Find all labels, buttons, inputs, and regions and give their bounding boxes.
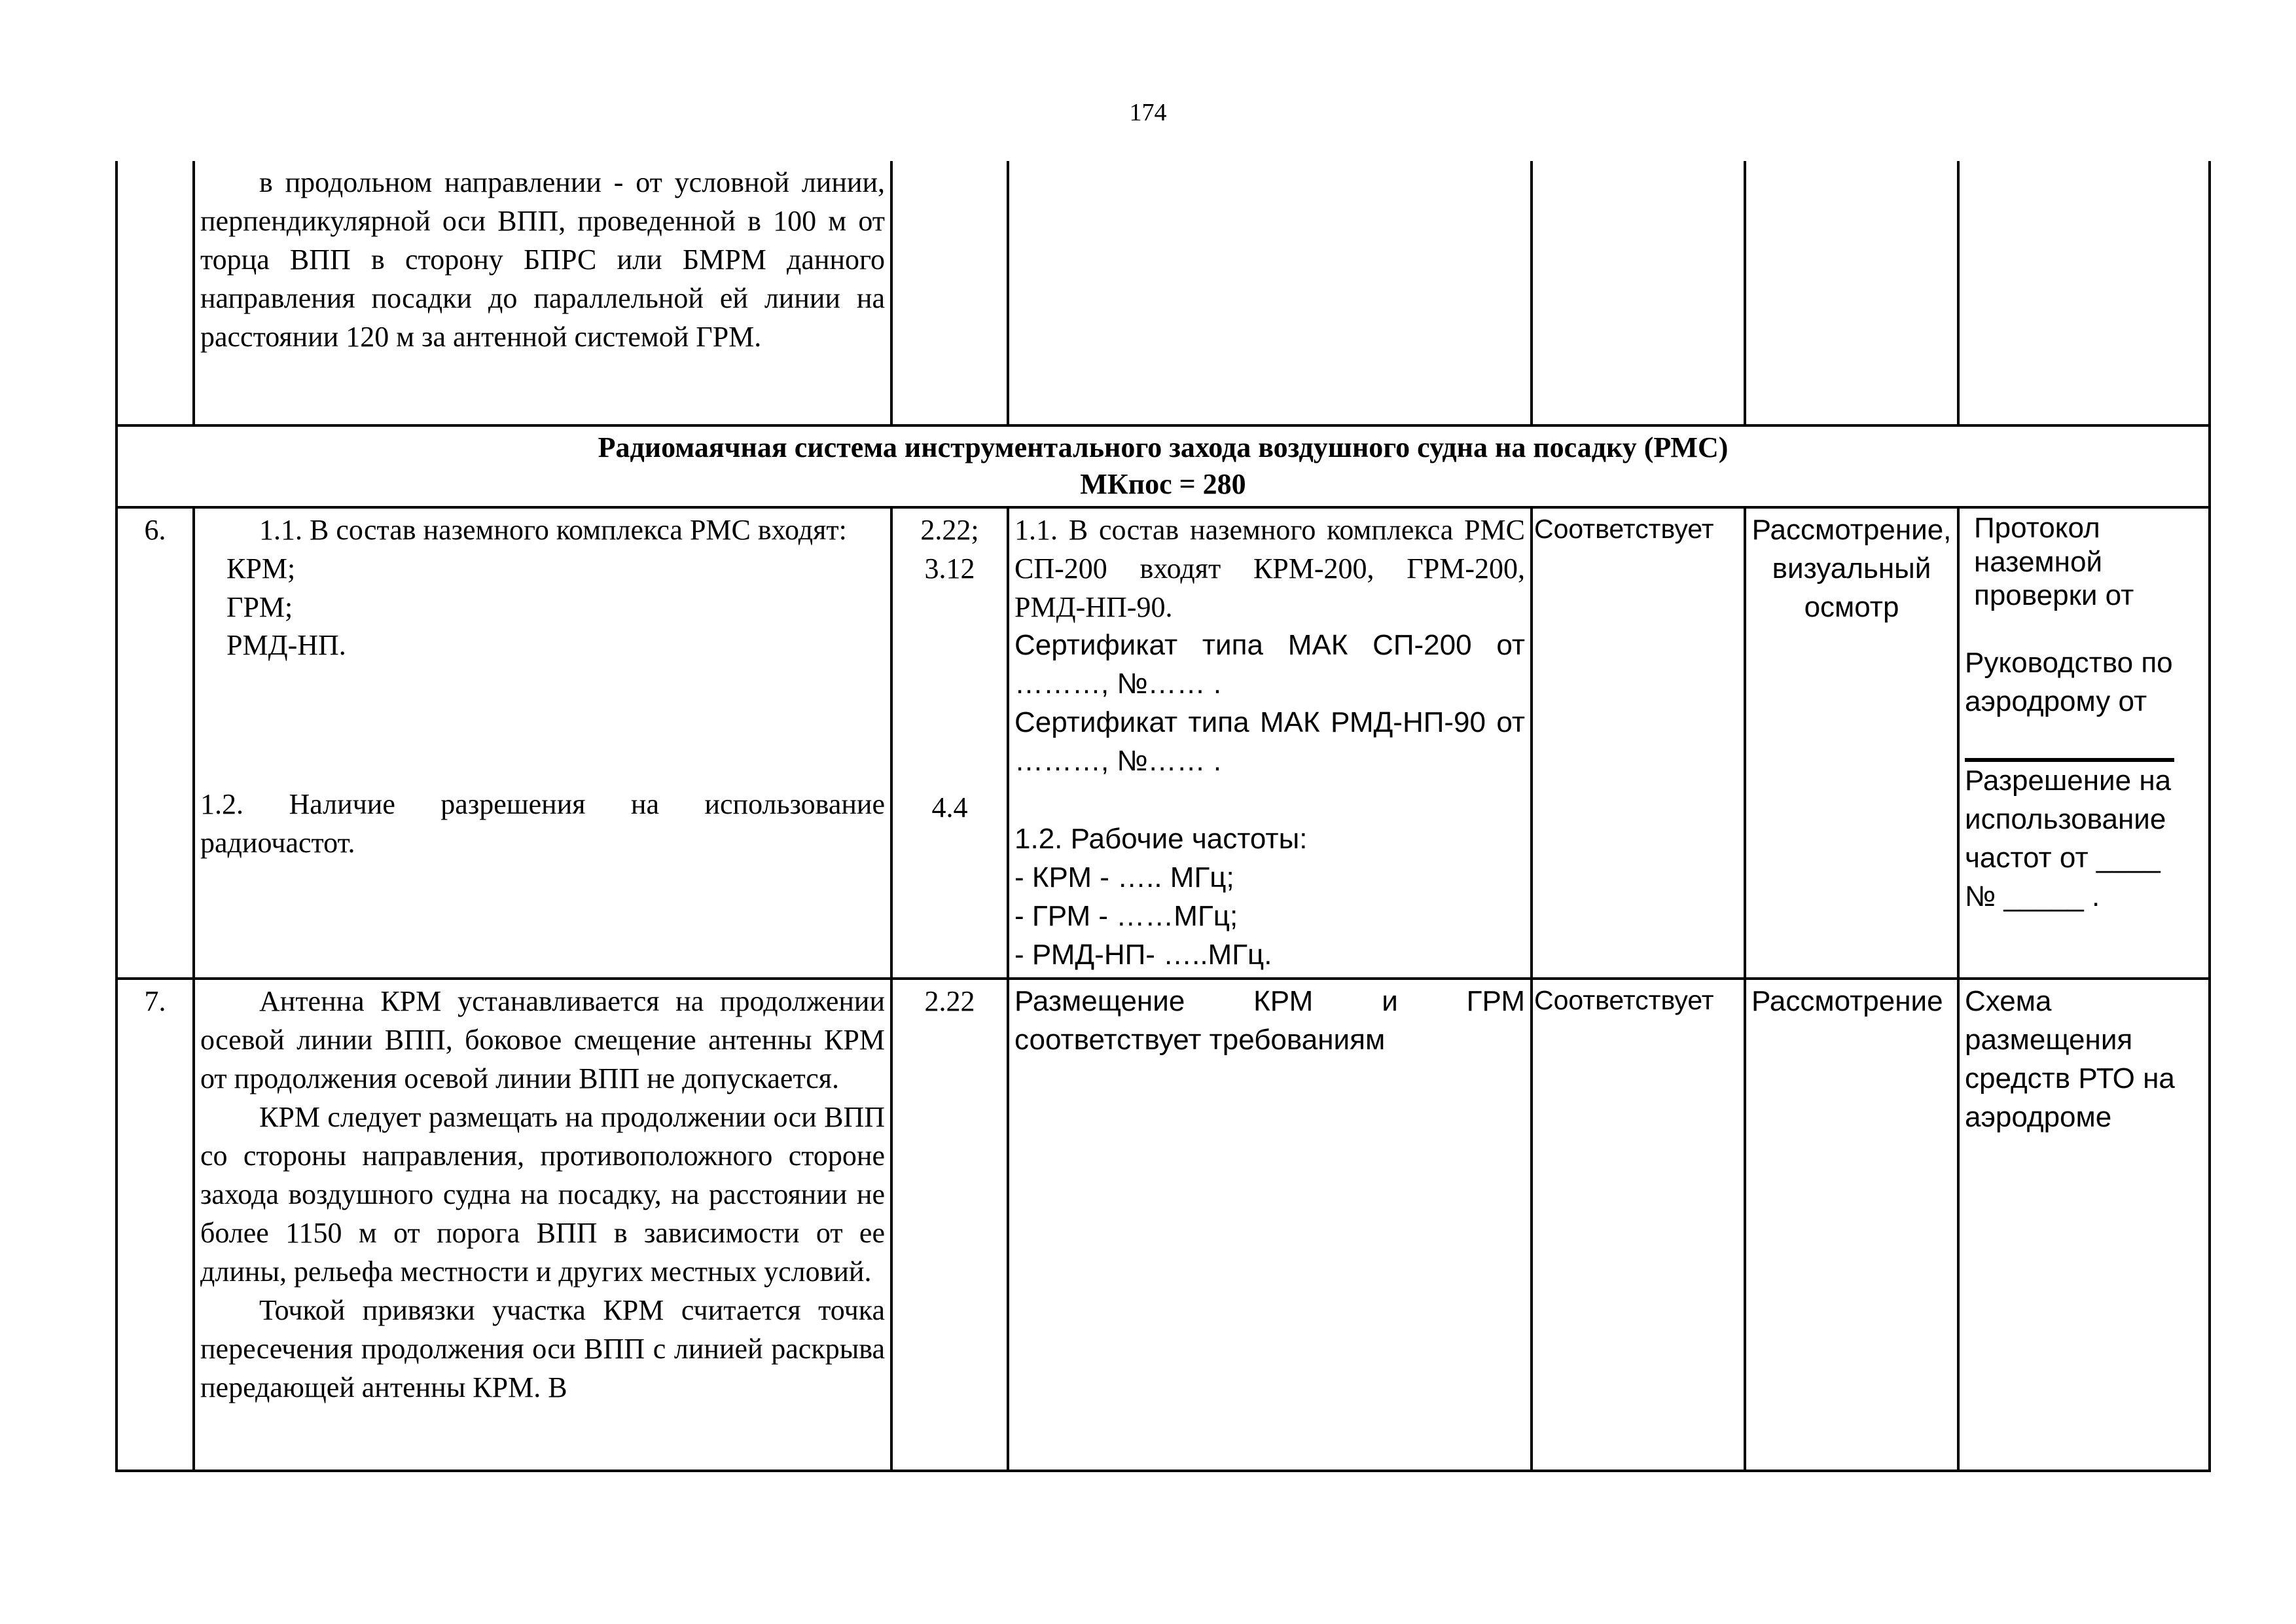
method-text: Рассмотрение, визуальный осмотр [1751, 513, 1952, 623]
doc-manual: Руководство по аэродрому от [1965, 647, 2173, 718]
fact-1: 1.1. В состав наземного комплекса РМС СП-200 входят КРМ-200, ГРМ-200, РМД-НП-90. [1014, 513, 1525, 623]
fact-2-line: - РМД-НП- …..МГц. [1014, 939, 1272, 971]
cell-doc [1958, 979, 2210, 1471]
fact-cert-2: Сертификат типа МАК РМД-НП-90 от ………, №…… . [1014, 706, 1525, 778]
doc-protocol: Протокол наземной проверки от [1974, 511, 2134, 612]
doc-manual-blank [1965, 721, 2203, 760]
conformity-text: Соответствует [1534, 985, 1714, 1016]
requirement-1-item: ГРМ; [226, 590, 293, 623]
cell-doc [1958, 507, 2210, 979]
fact-text: Размещение КРМ и ГРМ соответствует требованиям [1014, 985, 1525, 1056]
section-title: Радиомаячная система инструментального захода воздушного судна на посадку (РМС) [598, 431, 1729, 463]
fact-2-line: - ГРМ - ……МГц; [1014, 900, 1238, 933]
table-row-6 [117, 507, 2210, 979]
conformity-text: Соответствует [1534, 513, 1714, 544]
requirement-1-item: РМД-НП. [226, 629, 346, 662]
cell-fact [1008, 161, 1532, 425]
fact-cert-1: Сертификат типа МАК СП-200 от ………, №…… . [1014, 629, 1525, 700]
doc-permit: Разрешение на использование частот от ____ № _____ . [1965, 760, 2174, 916]
cell-conformity [1532, 507, 1745, 979]
cell-requirement [194, 507, 891, 979]
cell-doc [1958, 161, 2210, 425]
cell-method [1745, 507, 1958, 979]
ref-1: 2.22; 3.12 [920, 513, 979, 585]
cell-conformity [1532, 979, 1745, 1471]
section-subtitle: МКпос = 280 [1080, 468, 1246, 501]
cell-fact [1008, 979, 1532, 1471]
cell-fact [1008, 507, 1532, 979]
cell-conformity [1532, 161, 1745, 425]
row-number: 6. [117, 507, 194, 979]
cell-ref [891, 979, 1008, 1471]
fact-2-line: - КРМ - ….. МГц; [1014, 861, 1234, 894]
section-header-cell [117, 425, 2210, 507]
cell-ref [891, 161, 1008, 425]
cell-method [1745, 979, 1958, 1471]
page-number: 174 [1129, 99, 1167, 126]
doc-scheme: Схема размещения средств РТО на аэродроме [1965, 985, 2175, 1133]
requirement-paragraph: Точкой привязки участка КРМ считается точка пересечения продолжения оси ВПП с линией раскрыва передающей антенны КРМ. В [200, 1293, 885, 1403]
cell-requirement [194, 979, 891, 1471]
row-number: 7. [117, 979, 194, 1471]
requirement-paragraph: Антенна КРМ устанавливается на продолжении осевой линии ВПП, боковое смещение антенны КРМ от продолжения осевой линии ВПП не допускается. [200, 985, 885, 1095]
ref: 2.22 [924, 985, 975, 1018]
method-text: Рассмотрение [1751, 985, 1943, 1018]
requirement-paragraph: КРМ следует размещать на продолжении оси ВПП со стороны направления, противоположного стороне захода воздушного судна на посадку, на расстоянии не более 1150 м от порога ВПП в зависимости от ее длины, рельефа местности и других местных условий. [200, 1100, 885, 1288]
cell-requirement [194, 161, 891, 425]
requirement-1-item: КРМ; [226, 552, 296, 585]
fact-2-title: 1.2. Рабочие частоты: [1014, 823, 1308, 856]
requirement-2: 1.2. Наличие разрешения на использование радиочастот. [200, 788, 885, 859]
blank-line [1965, 733, 2174, 760]
cell-ref [891, 507, 1008, 979]
requirement-1-intro: 1.1. В состав наземного комплекса РМС входят: [259, 513, 847, 546]
cell-method [1745, 161, 1958, 425]
requirement-text: в продольном направлении - от условной линии, перпендикулярной оси ВПП, проведенной в 100 м от торца ВПП в сторону БПРС или БМРМ данного направления посадки до параллельной ей линии на расстоянии 120 м за антенной системой ГРМ. [200, 166, 885, 353]
compliance-table [115, 161, 2211, 1472]
table-row-continuation [117, 161, 2210, 425]
table-row-7 [117, 979, 2210, 1471]
cell-num [117, 161, 194, 425]
section-header-row [117, 425, 2210, 507]
ref-2: 4.4 [931, 791, 968, 823]
